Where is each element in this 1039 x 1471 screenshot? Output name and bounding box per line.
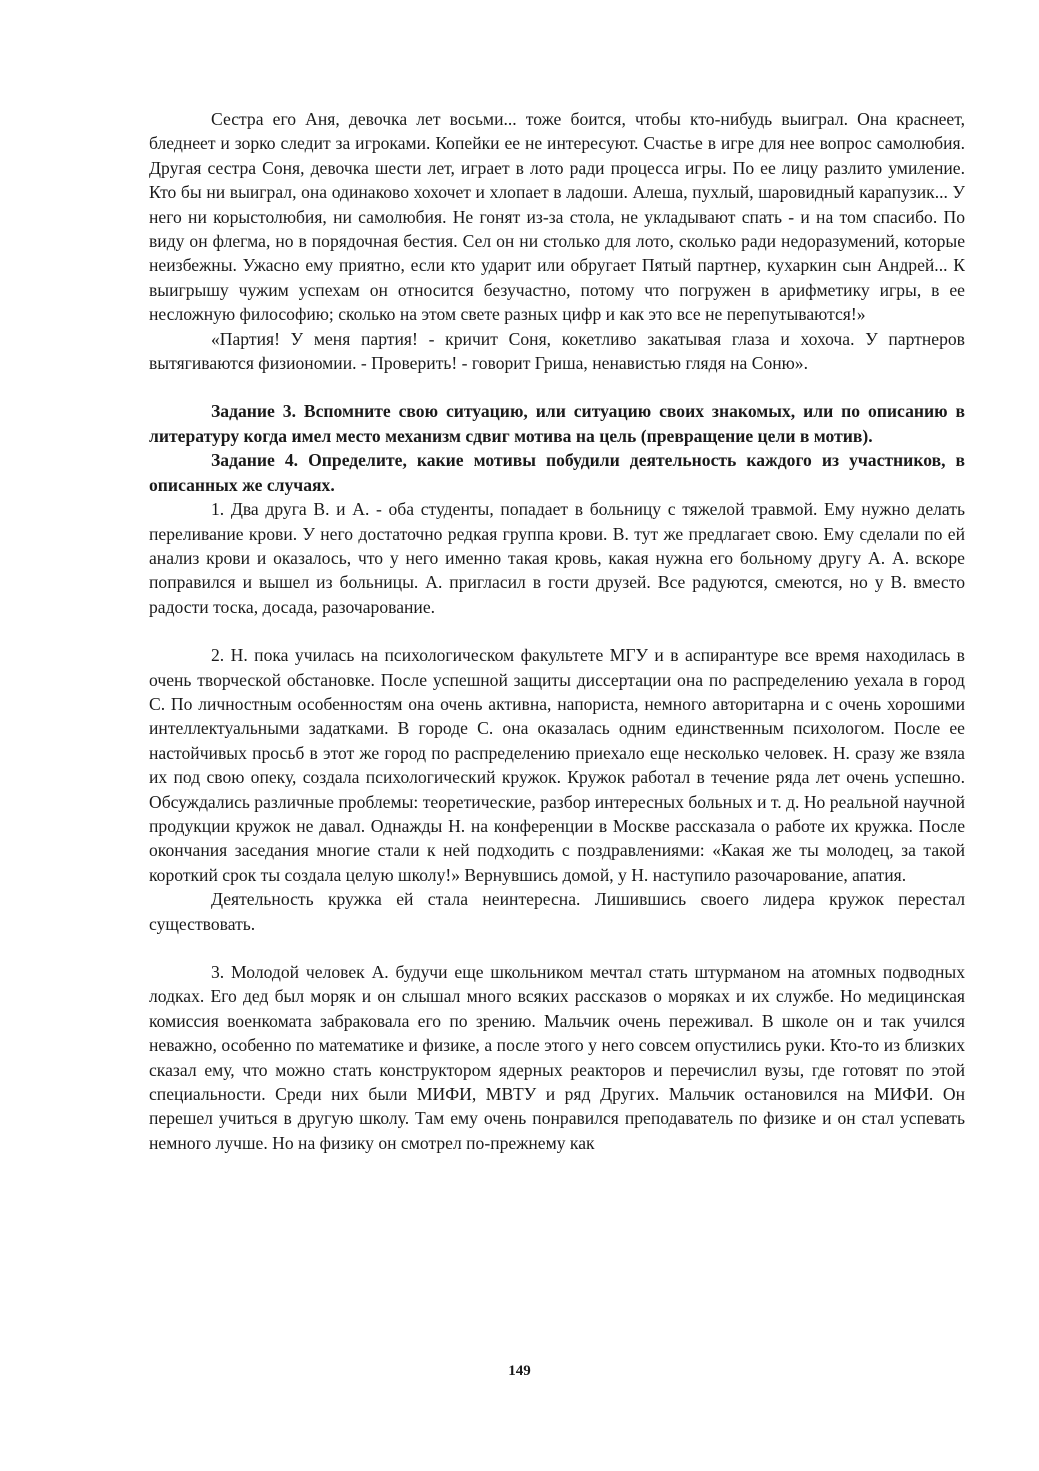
- task-3-heading: Задание 3. Вспомните свою ситуацию, или ситуацию своих знакомых, или по описанию в литературу когда имел место механизм сдвиг мотива на цель (превращение цели в мотив).: [149, 401, 965, 446]
- page-body: [149, 107, 965, 1155]
- paragraph-lotto-sisters: Сестра его Аня, девочка лет восьми... тоже боится, чтобы кто-нибудь выиграл. Она краснеет, бледнеет и зорко следит за игроками. Копейки ее не интересуют. Счастье в игре для нее вопрос самолюбия. Другая сестра Соня, девочка шести лет, играет в лото ради процесса игры. По ее лицу разлито умиление. Кто бы ни выиграл, она одинаково хохочет и хлопает в ладоши. Алеша, пухлый, шаровидный карапузик... У него ни корыстолюбия, ни самолюбия. Не гонят из-за стола, не укладывают спать - и на том спасибо. По виду он флегма, но в порядочная бестия. Сел он ни столько для лото, сколько ради недоразумений, которые неизбежны. Ужасно ему приятно, если кто ударит или обругает Пятый партнер, кухаркин сын Андрей... К выигрышу чужим успехам он относится безучастно, потому что погружен в арифметику игры, в ее несложную философию; сколько на этом свете разных цифр и как это все не перепутываются!»: [149, 109, 965, 325]
- spacer: [149, 936, 965, 960]
- case-1-paragraph: 1. Два друга В. и А. - оба студенты, попадает в больницу с тяжелой травмой. Ему нужно делать переливание крови. У него достаточно редкая группа крови. В. тут же предлагает свою. Ему сделали по ей анализ крови и оказалось, что у него именно такая кровь, какая нужна его больному другу А. А. вскоре поправился и вышел из больницы. А. пригласил в гости друзей. Все радуются, смеются, но у В. вместо радости тоска, досада, разочарование.: [149, 499, 965, 617]
- case-2-continuation: Деятельность кружка ей стала неинтересна. Лишившись своего лидера кружок перестал существовать.: [149, 889, 965, 934]
- page-number: 149: [508, 1363, 531, 1379]
- spacer: [149, 375, 965, 399]
- case-3-paragraph: 3. Молодой человек А. будучи еще школьником мечтал стать штурманом на атомных подводных лодках. Его дед был моряк и он слышал много всяких рассказов о моряках и их службе. Но медицинская комиссия военкомата забраковала его по зрению. Мальчик очень переживал. В школе он и так учился неважно, особенно по математике и физике, а после этого у него совсем опустились руки. Кто-то из близких сказал ему, что можно стать конструктором ядерных реакторов и перечислил вузы, где готовят по этой специальности. Среди них были МИФИ, МВТУ и ряд Других. Мальчик остановился на МИФИ. Он перешел учиться в другую школу. Там ему очень понравился преподаватель по физике и он стал успевать немного лучше. Но на физику он смотрел по-прежнему как: [149, 962, 965, 1153]
- case-2-paragraph: 2. Н. пока училась на психологическом факультете МГУ и в аспирантуре все время находилась в очень творческой обстановке. После успешной защиты диссертации она по распределению уехала в город С. По личностным особенностям она очень активна, напориста, немного авторитарна и с очень хорошими интеллектуальными задатками. В городе С. она оказалась одним единственным психологом. После ее настойчивых просьб в этот же город по распределению приехало еще несколько человек. Н. сразу же взяла их под свою опеку, создала психологический кружок. Кружок работал в течение ряда лет очень успешно. Обсуждались различные проблемы: теоретические, разбор интересных больных и т. д. Но реальной научной продукции кружок не давал. Однажды Н. на конференции в Москве рассказала о работе их кружка. После окончания заседания многие стали к ней подходить с поздравлениями: «Какая же ты молодец, за такой короткий срок ты создала целую школу!» Вернувшись домой, у Н. наступило разочарование, апатия.: [149, 645, 965, 885]
- paragraph-party-quote: «Партия! У меня партия! - кричит Соня, кокетливо закатывая глаза и хохоча. У партнеров вытягиваются физиономии. - Проверить! - говорит Гриша, ненавистью глядя на Соню».: [149, 328, 965, 374]
- task-4-heading: Задание 4. Определите, какие мотивы побудили деятельность каждого из участников, в описанных же случаях.: [149, 450, 965, 495]
- spacer: [149, 619, 965, 643]
